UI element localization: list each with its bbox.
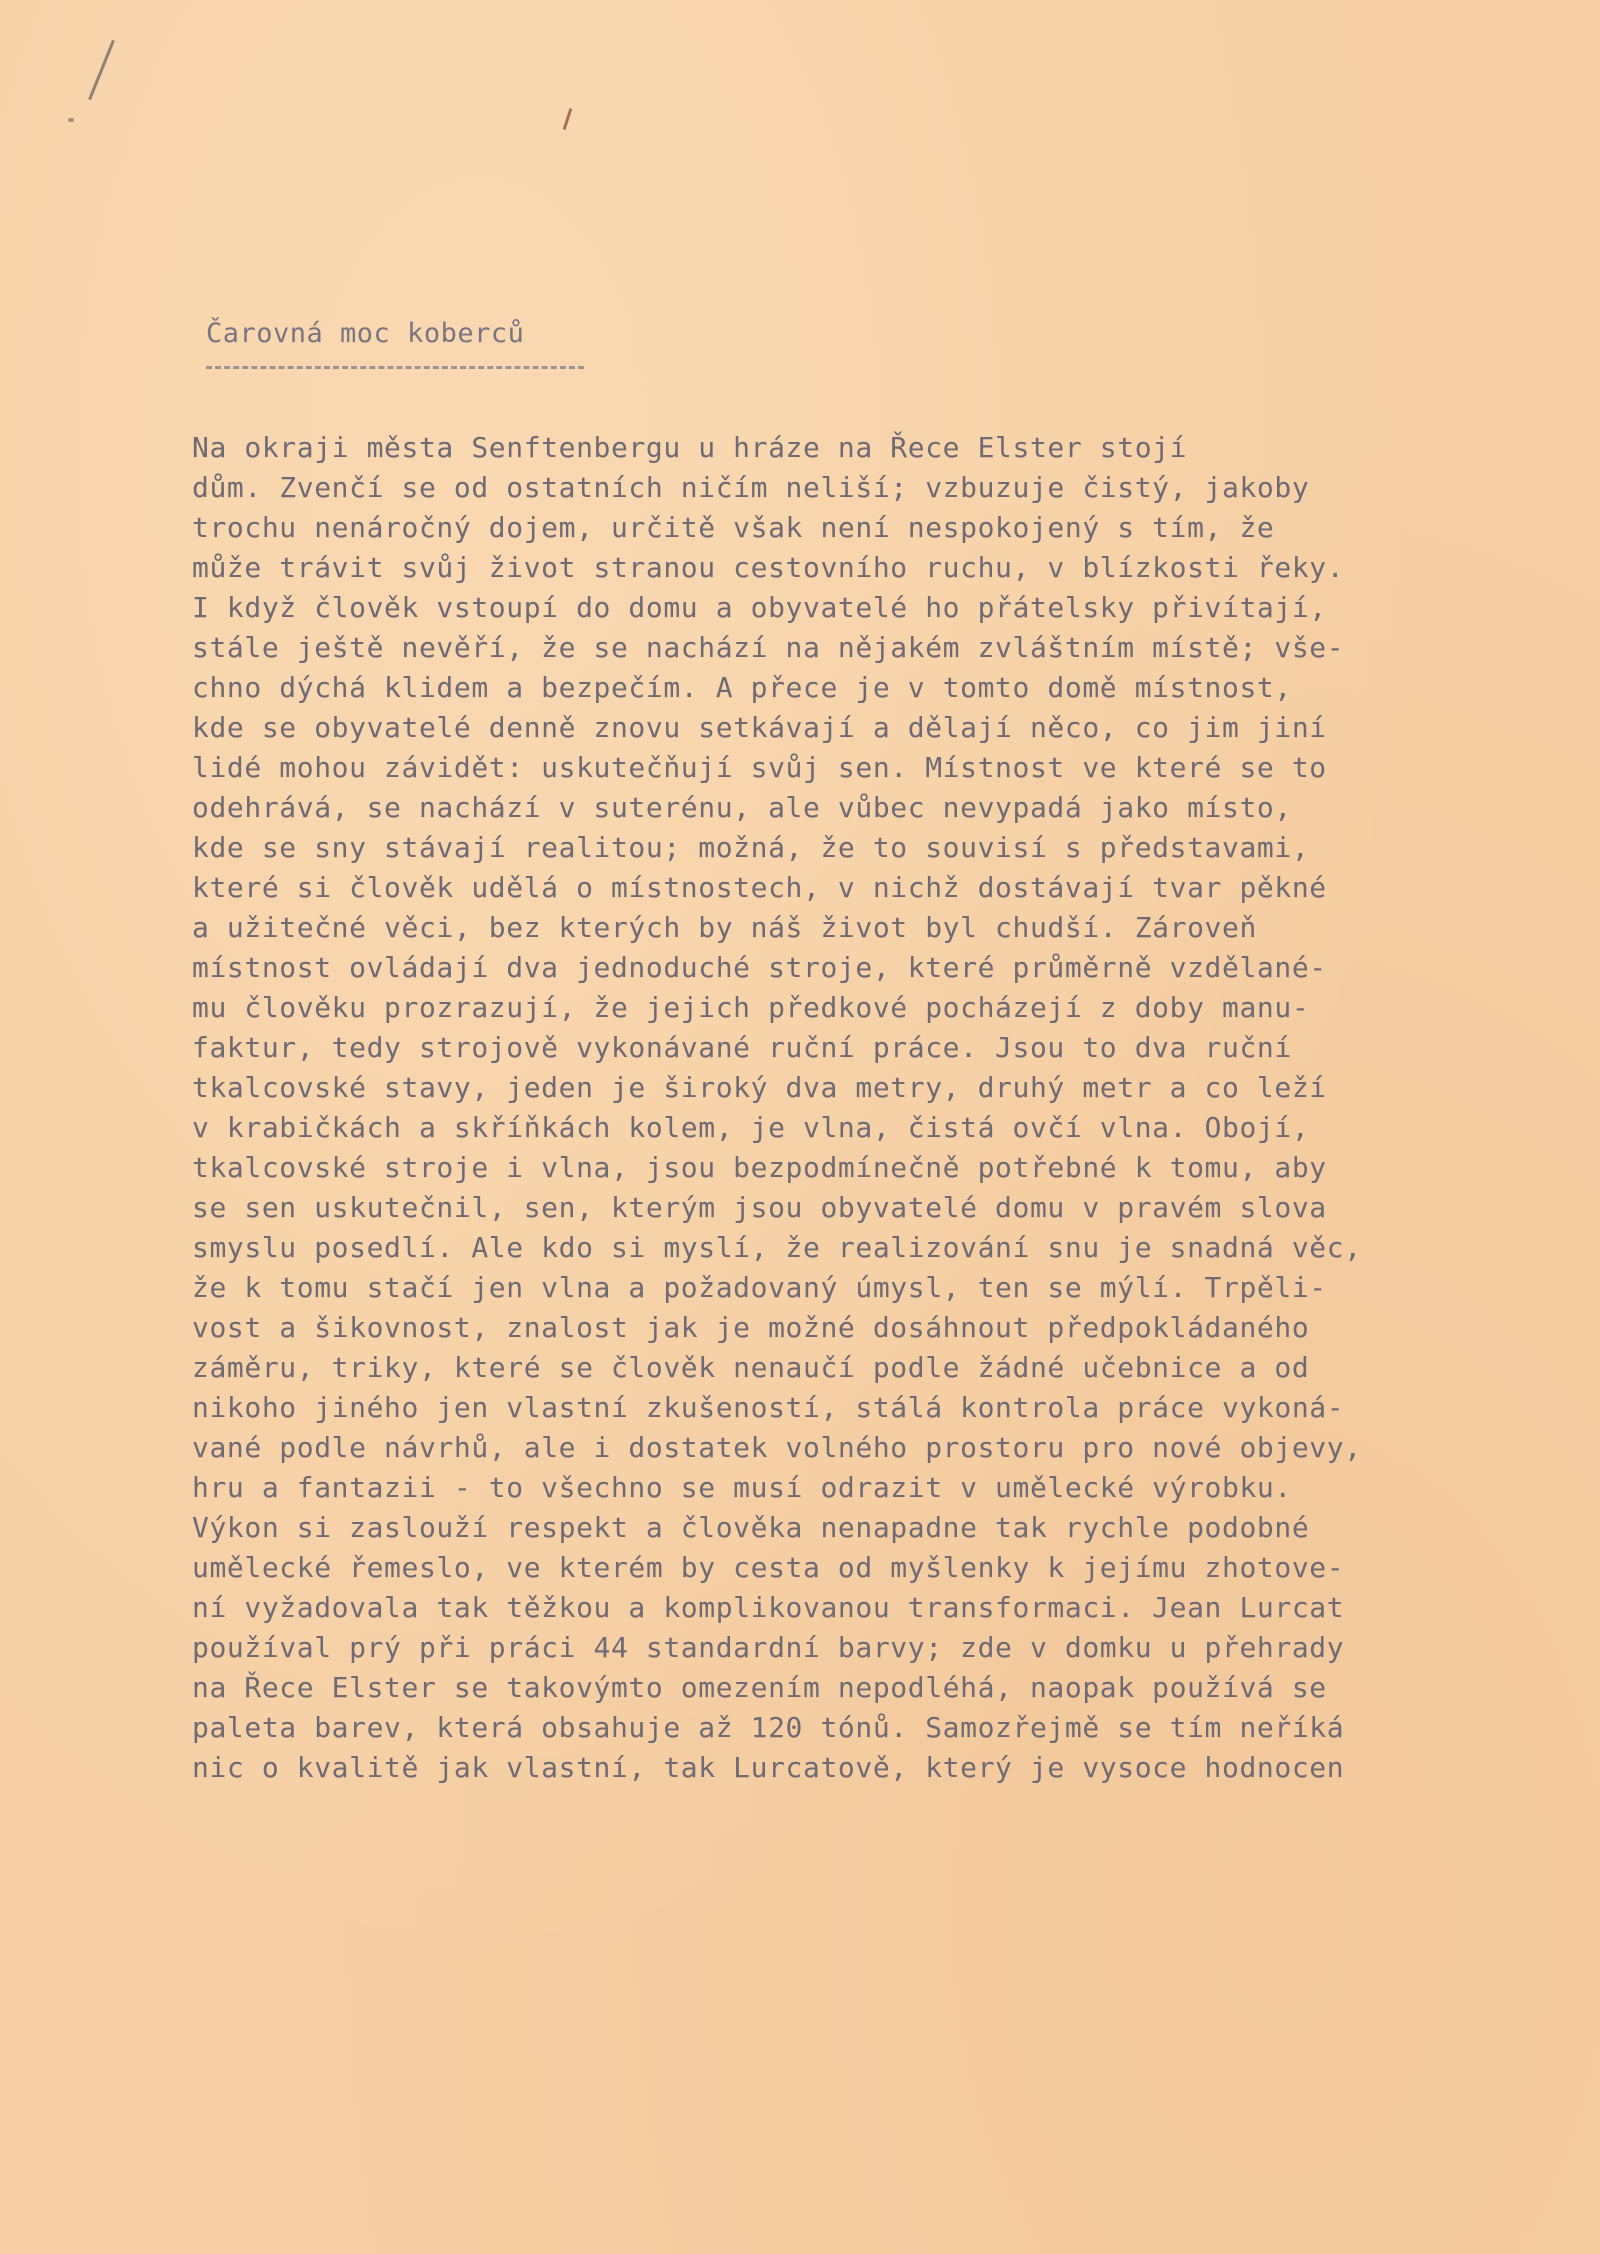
text-line: že k tomu stačí jen vlna a požadovaný úmysl, ten se mýlí. Trpěli- [192,1271,1327,1304]
text-line: v krabičkách a skříňkách kolem, je vlna, čistá ovčí vlna. Obojí, [192,1111,1310,1144]
text-line: na Řece Elster se takovýmto omezením nepodléhá, naopak používá se [192,1671,1327,1704]
text-line: záměru, triky, které se člověk nenaučí podle žádné učebnice a od [192,1351,1310,1384]
text-line: Výkon si zaslouží respekt a člověka nenapadne tak rychle podobné [192,1511,1310,1544]
text-line: smyslu posedlí. Ale kdo si myslí, že realizování snu je snadná věc, [192,1231,1362,1264]
text-line: paleta barev, která obsahuje až 120 tónů. Samozřejmě se tím neříká [192,1711,1345,1744]
text-line: tkalcovské stavy, jeden je široký dva metry, druhý metr a co leží [192,1071,1327,1104]
text-line: umělecké řemeslo, ve kterém by cesta od myšlenky k jejímu zhotove- [192,1551,1345,1584]
text-line: kde se sny stávají realitou; možná, že to souvisí s představami, [192,831,1310,864]
text-line: trochu nenáročný dojem, určitě však není nespokojený s tím, že [192,511,1275,544]
body-text [192,428,1512,1788]
text-line: chno dýchá klidem a bezpečím. A přece je v tomto domě místnost, [192,671,1292,704]
text-line: místnost ovládají dva jednoduché stroje, které průměrně vzdělané- [192,951,1327,984]
text-line: používal prý při práci 44 standardní barvy; zde v domku u přehrady [192,1631,1345,1664]
text-line: faktur, tedy strojově vykonávané ruční práce. Jsou to dva ruční [192,1031,1292,1064]
text-line: vost a šikovnost, znalost jak je možné dosáhnout předpokládaného [192,1311,1310,1344]
text-line: se sen uskutečnil, sen, kterým jsou obyvatelé domu v pravém slova [192,1191,1327,1224]
text-line: lidé mohou závidět: uskutečňují svůj sen. Místnost ve které se to [192,751,1327,784]
text-line: tkalcovské stroje i vlna, jsou bezpodmínečně potřebné k tomu, aby [192,1151,1327,1184]
text-line: dům. Zvenčí se od ostatních ničím neliší; vzbuzuje čistý, jakoby [192,471,1310,504]
ink-dot-mark [68,118,74,122]
text-line: Na okraji města Senftenbergu u hráze na Řece Elster stojí [192,431,1188,464]
text-line: odehrává, se nachází v suterénu, ale vůbec nevypadá jako místo, [192,791,1292,824]
text-line: vané podle návrhů, ale i dostatek volného prostoru pro nové objevy, [192,1431,1362,1464]
text-line: může trávit svůj život stranou cestovního ruchu, v blízkosti řeky. [192,551,1345,584]
text-line: stále ještě nevěří, že se nachází na nějakém zvláštním místě; vše- [192,631,1345,664]
text-line: ní vyžadovala tak těžkou a komplikovanou transformaci. Jean Lurcat [192,1591,1345,1624]
text-line: nic o kvalitě jak vlastní, tak Lurcatově, který je vysoce hodnocen [192,1751,1345,1784]
text-line: kde se obyvatelé denně znovu setkávají a dělají něco, co jim jiní [192,711,1327,744]
text-line: hru a fantazii - to všechno se musí odrazit v umělecké výrobku. [192,1471,1292,1504]
text-line: I když člověk vstoupí do domu a obyvatelé ho přátelsky přivítají, [192,591,1327,624]
title-underline [206,366,584,369]
text-line: a užitečné věci, bez kterých by náš život byl chudší. Zároveň [192,911,1257,944]
pen-stroke-mark [88,40,115,100]
text-line: mu člověku prozrazují, že jejich předkové pocházejí z doby manu- [192,991,1310,1024]
text-line: které si člověk udělá o místnostech, v nichž dostávají tvar pěkné [192,871,1327,904]
pen-tick-mark [563,108,573,130]
text-line: nikoho jiného jen vlastní zkušeností, stálá kontrola práce vykoná- [192,1391,1345,1424]
document-title: Čarovná moc koberců [206,318,525,349]
